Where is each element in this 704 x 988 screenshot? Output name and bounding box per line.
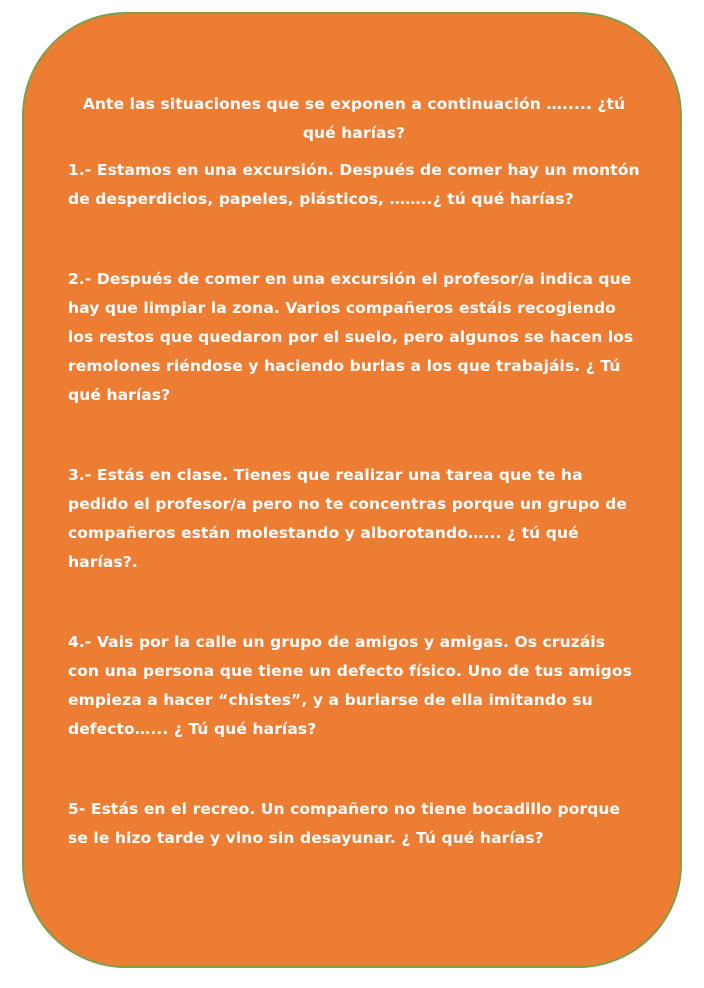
question-4: 4.- Vais por la calle un grupo de amigos y amigas. Os cruzáis con una persona que tiene un defecto físico. Uno de tus amigos empieza a hacer “chistes”, y a burlarse de ella imitando su defecto…... ¿ Tú qué harías? [68, 633, 632, 738]
card-content [68, 90, 640, 853]
question-5: 5- Estás en el recreo. Un compañero no tiene bocadillo porque se le hizo tarde y vino sin desayunar. ¿ Tú qué harías? [68, 800, 621, 847]
question-3: 3.- Estás en clase. Tienes que realizar una tarea que te ha pedido el profesor/a pero no te concentras porque un grupo de compañeros están molestando y alborotando…... ¿ tú qué harías?. [68, 466, 628, 571]
question-1: 1.- Estamos en una excursión. Después de comer hay un montón de desperdicios, papeles, plásticos, ……..¿ tú qué harías? [68, 161, 640, 208]
question-2: 2.- Después de comer en una excursión el profesor/a indica que hay que limpiar la zona. Varios compañeros estáis recogiendo los restos que quedaron por el suelo, pero algunos se hacen los remolones riéndose y haciendo burlas a los que trabajáis. ¿ Tú qué harías? [68, 270, 634, 404]
card-title: Ante las situaciones que se exponen a continuación …..... ¿tú qué harías? [82, 95, 626, 142]
